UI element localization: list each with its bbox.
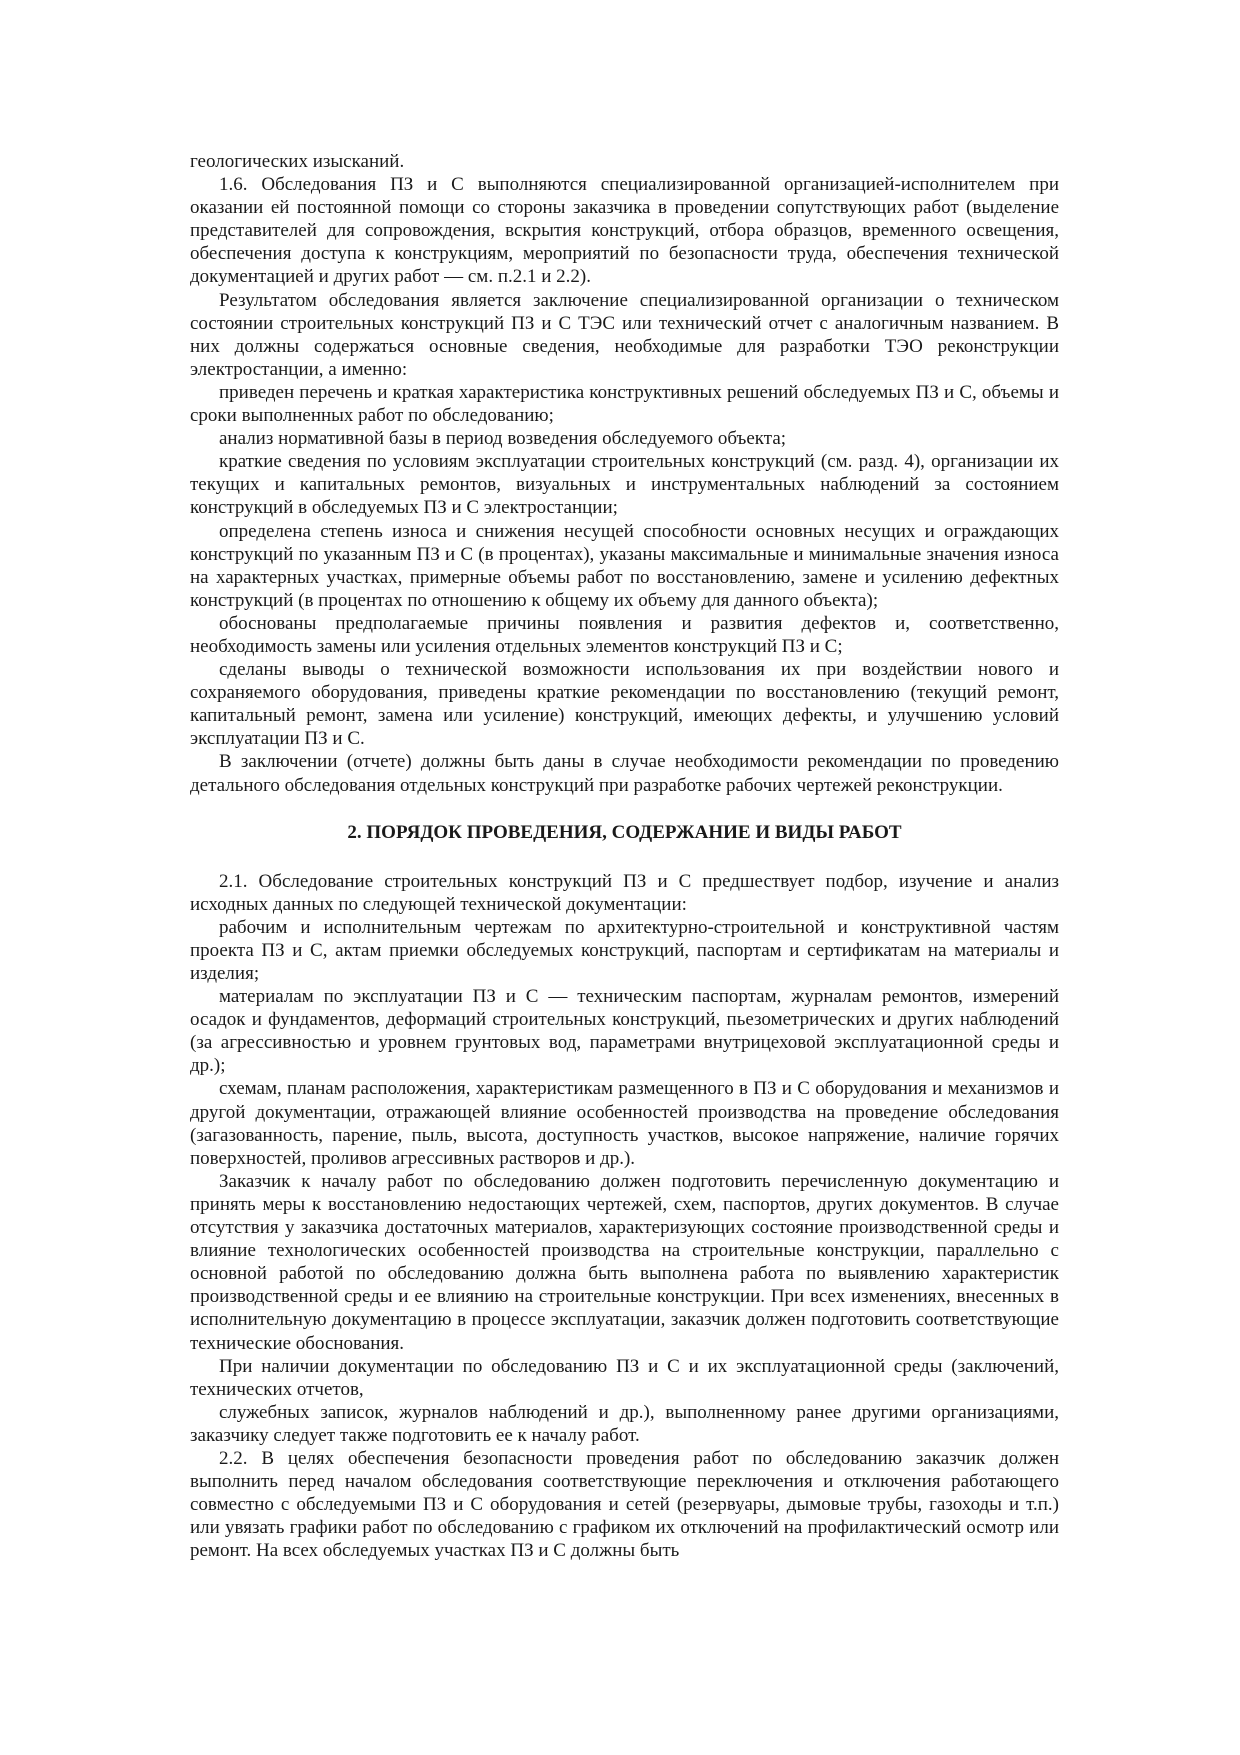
body-text-before (190, 150, 1059, 797)
paragraph-1-6: 1.6. Обследования ПЗ и С выполняются специализированной организацией-исполнителем при оказании ей постоянной помощи со стороны заказчика в проведении сопутствующих работ (выделение представителей для сопровождения, вскрытия конструкций, отбора образцов, временного освещения, обеспечения доступа к конструкциям, мероприятий по безопасности труда, обеспечения технической документацией и других работ — см. п.2.1 и 2.2). (190, 174, 1059, 288)
paragraph-customer: Заказчик к началу работ по обследованию должен подготовить перечисленную документацию и принять меры к восстановлению недостающих чертежей, схем, паспортов, других документов. В случае отсутствия у заказчика достаточных материалов, характеризующих состояние производственной среды и влияние технологических особенностей производства на строительные конструкции, параллельно с основной работой по обследованию должна быть выполнена работа по выявлению характеристик производственной среды и ее влиянию на строительные конструкции. При всех изменениях, внесенных в исполнительную документацию в процессе эксплуатации, заказчик должен подготовить соответствующие технические обоснования. (190, 1170, 1059, 1354)
list-item: схемам, планам расположения, характеристикам размещенного в ПЗ и С оборудования и механизмов и другой документации, отражающей влияние особенностей производства на проведение обследования (загазованность, парение, пыль, высота, доступность участков, высокое напряжение, наличие горячих поверхностей, проливов агрессивных растворов и др.). (190, 1078, 1059, 1169)
list-item: определена степень износа и снижения несущей способности основных несущих и ограждающих конструкций по указанным ПЗ и С (в процентах), указаны максимальные и минимальные значения износа на характерных участках, примерные объемы работ по восстановлению, замене и усилению дефектных конструкций (в процентах по отношению к общему их объему для данного объекта); (190, 520, 1059, 611)
paragraph-2-2: 2.2. В целях обеспечения безопасности проведения работ по обследованию заказчик должен выполнить перед началом обследования соответствующие переключения и отключения работающего совместно с обследуемыми ПЗ и С оборудования и сетей (резервуары, дымовые трубы, газоходы и т.п.) или увязать графики работ по обследованию с графиком их отключений на профилактический осмотр или ремонт. На всех обследуемых участках ПЗ и С должны быть (190, 1447, 1059, 1562)
list-item: сделаны выводы о технической возможности использования их при воздействии нового и сохраняемого оборудования, приведены краткие рекомендации по восстановлению (текущий ремонт, капитальный ремонт, замена или усиление) конструкций, имеющих дефекты, и улучшению условий эксплуатации ПЗ и С. (190, 659, 1059, 750)
list-item: материалам по эксплуатации ПЗ и С — техническим паспортам, журналам ремонтов, измерений осадок и фундаментов, деформаций строительных конструкций, пьезометрических и других наблюдений (за агрессивностью и уровнем грунтовых вод, параметрами внутрицеховой эксплуатационной среды и др.); (190, 986, 1059, 1077)
paragraph-documentation: При наличии документации по обследованию ПЗ и С и их эксплуатационной среды (заключений, технических отчетов, (190, 1355, 1059, 1400)
paragraph-documentation-cont: служебных записок, журналов наблюдений и др.), выполненному ранее другими организациями, заказчику следует также подготовить ее к началу работ. (190, 1401, 1059, 1446)
paragraph-conclusion: В заключении (отчете) должны быть даны в случае необходимости рекомендации по проведению детального обследования отдельных конструкций при разработке рабочих чертежей реконструкции. (190, 751, 1059, 796)
list-item: приведен перечень и краткая характеристика конструктивных решений обследуемых ПЗ и С, объемы и сроки выполненных работ по обследованию; (190, 381, 1059, 427)
document-page (190, 150, 1059, 1562)
section-heading: 2. ПОРЯДОК ПРОВЕДЕНИЯ, СОДЕРЖАНИЕ И ВИДЫ РАБОТ (347, 821, 902, 843)
list-item: рабочим и исполнительным чертежам по архитектурно-строительной и конструктивной частям проекта ПЗ и С, актам приемки обследуемых конструкций, паспортам и сертификатам на материалы и изделия; (190, 916, 1059, 984)
list-item: обоснованы предполагаемые причины появления и развития дефектов и, соответственно, необходимость замены или усиления отдельных элементов конструкций ПЗ и С; (190, 612, 1059, 657)
paragraph-continuation: геологических изысканий. (190, 151, 405, 172)
body-text-after (190, 870, 1059, 1563)
paragraph-2-1: 2.1. Обследование строительных конструкций ПЗ и С предшествует подбор, изучение и анализ исходных данных по следующей технической документации: (190, 870, 1059, 915)
list-item: краткие сведения по условиям эксплуатации строительных конструкций (см. разд. 4), организации их текущих и капитальных ремонтов, визуальных и инструментальных наблюдений за состоянием конструкций в обследуемых ПЗ и С электростанции; (190, 451, 1059, 519)
list-item: анализ нормативной базы в период возведения обследуемого объекта; (219, 428, 787, 450)
paragraph-result: Результатом обследования является заключение специализированной организации о техническом состоянии строительных конструкций ПЗ и С ТЭС или технический отчет с аналогичным названием. В них должны содержаться основные сведения, необходимые для разработки ТЭО реконструкции электростанции, а именно: (190, 289, 1059, 380)
